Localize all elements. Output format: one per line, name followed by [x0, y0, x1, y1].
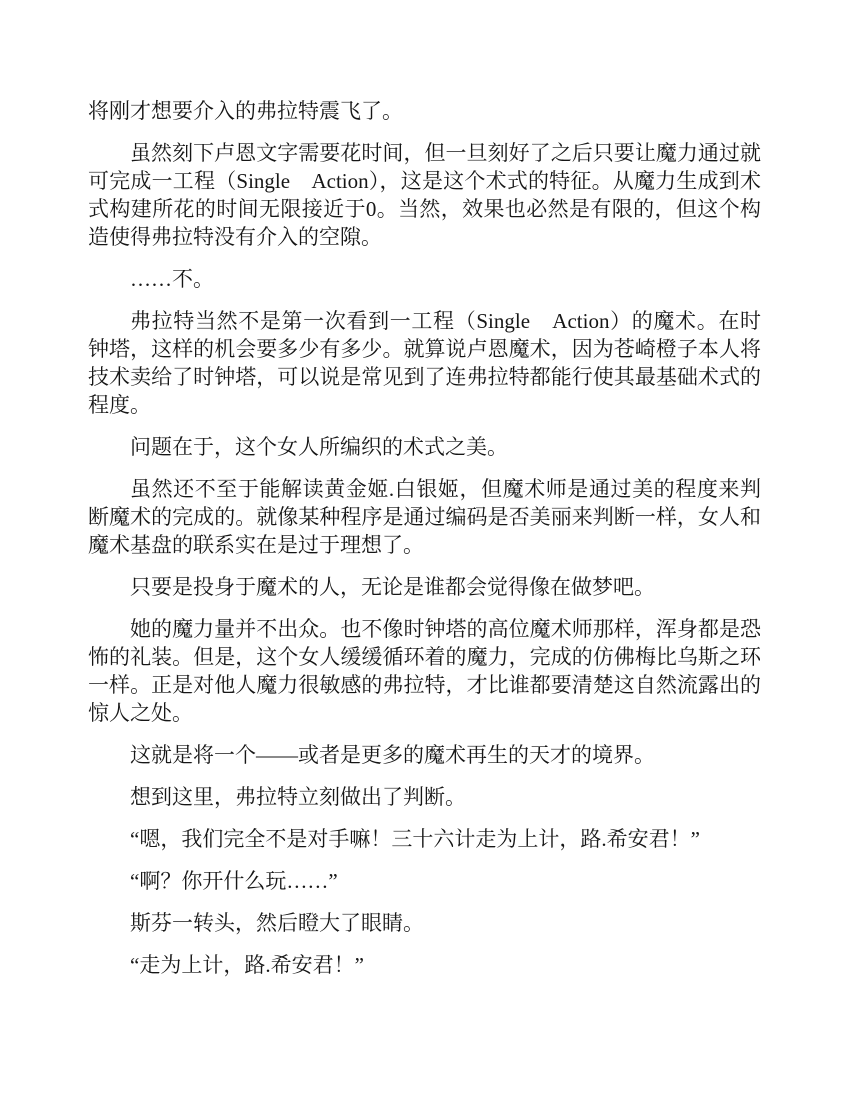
paragraph: 想到这里，弗拉特立刻做出了判断。 [130, 785, 466, 809]
paragraph: ……不。 [130, 267, 214, 291]
paragraph: 只要是投身于魔术的人，无论是谁都会觉得像在做梦吧。 [130, 575, 655, 599]
paragraph: 将刚才想要介入的弗拉特震飞了。 [88, 99, 403, 123]
paragraph: 斯芬一转头，然后瞪大了眼睛。 [130, 911, 424, 935]
paragraph: 虽然还不至于能解读黄金姬.白银姬，但魔术师是通过美的程度来判断魔术的完成的。就像某种程序是通过编码是否美丽来判断一样，女人和魔术基盘的联系实在是过于理想了。 [88, 477, 761, 557]
paragraph: “走为上计，路.希安君！” [130, 953, 364, 977]
paragraph: 弗拉特当然不是第一次看到一工程（Single Action）的魔术。在时钟塔，这样的机会要多少有多少。就算说卢恩魔术，因为苍崎橙子本人将技术卖给了时钟塔，可以说是常见到了连弗拉特都能行使其最基础术式的程度。 [88, 309, 761, 417]
paragraph: 这就是将一个——或者是更多的魔术再生的天才的境界。 [130, 743, 655, 767]
paragraph: 虽然刻下卢恩文字需要花时间，但一旦刻好了之后只要让魔力通过就可完成一工程（Single Action），这是这个术式的特征。从魔力生成到术式构建所花的时间无限接近于0。当然，效果也必然是有限的，但这个构造使得弗拉特没有介入的空隙。 [88, 141, 761, 249]
paragraph: “啊？你开什么玩……” [130, 869, 338, 893]
paragraph: “嗯，我们完全不是对手嘛！三十六计走为上计，路.希安君！” [130, 827, 700, 851]
paragraph: 她的魔力量并不出众。也不像时钟塔的高位魔术师那样，浑身都是恐怖的礼装。但是，这个女人缓缓循环着的魔力，完成的仿佛梅比乌斯之环一样。正是对他人魔力很敏感的弗拉特，才比谁都要清楚这自然流露出的惊人之处。 [88, 617, 761, 725]
paragraph: 问题在于，这个女人所编织的术式之美。 [130, 435, 508, 459]
text-content [88, 97, 761, 979]
